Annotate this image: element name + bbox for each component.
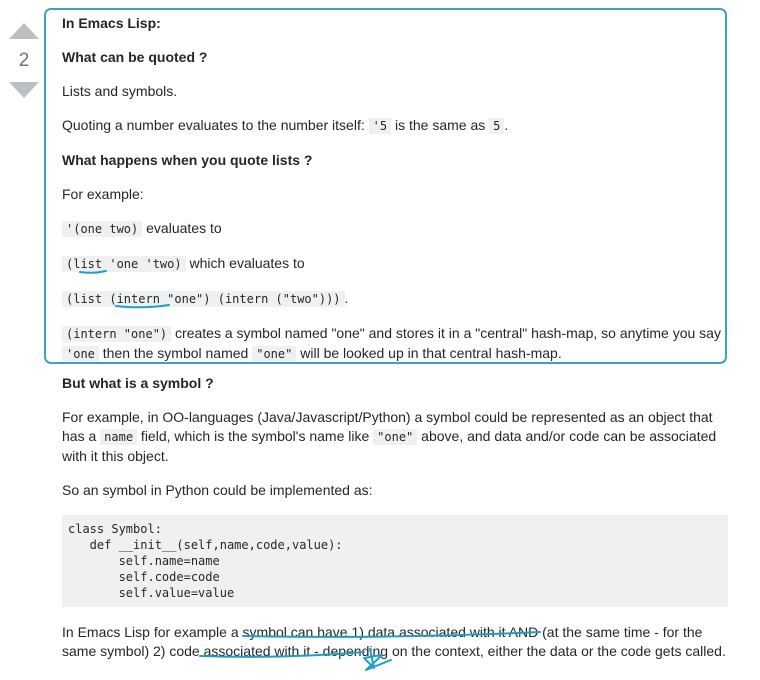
text: will be looked up in that central hash-map. [296, 345, 562, 361]
heading-quote-lists: What happens when you quote lists ? [62, 152, 313, 168]
heading-emacs-lisp: In Emacs Lisp: [62, 15, 161, 31]
text: field, which is the symbol's name like [137, 428, 374, 444]
paragraph-lists-and-symbols: Lists and symbols. [62, 83, 178, 99]
answer-body [62, 14, 730, 661]
inline-code: (list 'one 'two) [62, 256, 186, 272]
inline-code: '5 [369, 118, 391, 134]
text: creates a symbol named "one" and stores it in a "central" hash-map, so anytime you say [171, 325, 721, 341]
text: depending on the context, either the data or the code gets called. [318, 643, 726, 659]
text: then the symbol named [98, 345, 253, 361]
paragraph-emacs-lisp-final [62, 623, 730, 661]
paragraph-quoted-list [62, 219, 730, 239]
paragraph-intern-form [62, 289, 730, 309]
text: which evaluates to [185, 255, 305, 271]
inline-code: (intern "one") [62, 326, 171, 342]
paragraph-intern-explanation [62, 324, 730, 364]
vote-controls [0, 10, 48, 98]
vote-count: 2 [18, 50, 30, 71]
upvote-arrow-icon[interactable] [9, 23, 39, 39]
inline-code: "one" [252, 346, 296, 362]
text: above, and data and/or code can be associated with it this object. [62, 428, 717, 464]
heading-what-can-be-quoted: What can be quoted ? [62, 49, 208, 65]
text: . [344, 290, 349, 306]
paragraph-list-form [62, 254, 730, 274]
underlined-text: a symbol can have 1) data associated with it [230, 624, 506, 640]
text: evaluates to [142, 220, 222, 236]
heading-what-is-symbol: But what is a symbol ? [62, 375, 214, 391]
underlined-text: code associated with it - [169, 643, 319, 659]
code-block-python: class Symbol: def __init__(self,name,code,value): self.name=name self.code=code self.value=value [62, 515, 728, 607]
inline-code: '(one two) [62, 221, 142, 237]
inline-code: "one" [373, 429, 417, 445]
paragraph-quoting-number [62, 116, 730, 136]
paragraph-for-example: For example: [62, 186, 144, 202]
text: Quoting a number evaluates to the number itself: [62, 117, 369, 133]
inline-code: name [100, 429, 137, 445]
paragraph-python-symbol: So an symbol in Python could be implemented as: [62, 482, 373, 498]
text: For example, in OO-languages (Java/Javascript/Python) a symbol could be represented as an object that has a [62, 409, 713, 444]
text: AND (at the same time - for the same symbol) 2) [62, 624, 703, 659]
inline-code: 'one [62, 346, 99, 362]
downvote-arrow-icon[interactable] [9, 82, 39, 98]
inline-code: 5 [489, 118, 504, 134]
paragraph-oo-languages [62, 408, 730, 466]
text: . [504, 117, 509, 133]
text: is the same as [391, 117, 490, 133]
inline-code: (list (intern "one") (intern ("two"))) [62, 291, 345, 307]
text: In Emacs Lisp for example [62, 624, 231, 640]
